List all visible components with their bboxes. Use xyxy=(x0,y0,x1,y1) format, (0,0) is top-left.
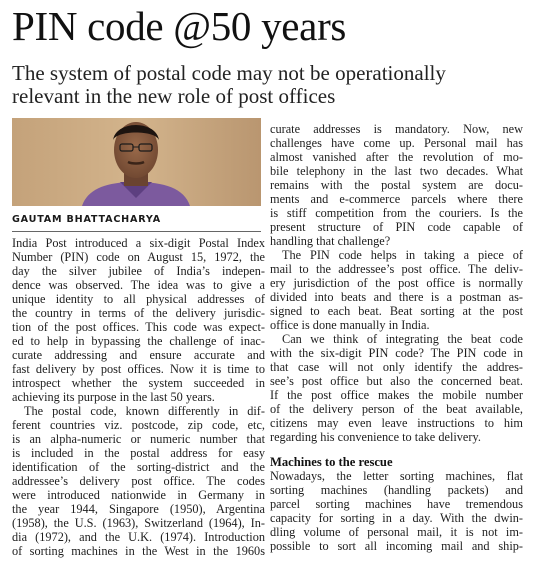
body-text-line: present structure of PIN code capable of xyxy=(270,220,523,234)
body-text-line: is an alpha-numeric or numeric number that xyxy=(12,432,265,446)
body-text-line: possible to sort all incoming mail and ship- xyxy=(270,539,523,553)
body-text-line: is included in the postal address for easy xyxy=(12,446,265,460)
body-text-line: The postal code, known differently in dif- xyxy=(24,404,265,418)
body-text-line: capacity for sorting in a day. With the dwin- xyxy=(270,511,523,525)
body-text-line: unique identity to all physical addresses of xyxy=(12,292,265,306)
body-text-line: were introduced nationwide in Germany in xyxy=(12,488,265,502)
section-gap xyxy=(270,444,523,455)
body-text-line: signed to each beat. Beat sorting at the post xyxy=(270,304,523,318)
body-text-line: remains with the postal system are docu- xyxy=(270,178,523,192)
body-text-line: sorting machines (handling packets) and xyxy=(270,483,523,497)
author-photo xyxy=(12,118,261,206)
body-text-line: ferent countries viz. postcode, zip code, etc, xyxy=(12,418,265,432)
body-text-line: ed to help in bypassing the challenge of inac- xyxy=(12,334,265,348)
body-text-line: office is done manually in India. xyxy=(270,318,430,332)
body-text-line: of sorting machines in the West in the 1960s xyxy=(12,544,265,558)
body-text-line: identification of the sorting-district and the xyxy=(12,460,265,474)
body-text-line: regarding his convenience to take delivery. xyxy=(270,430,481,444)
body-text-line: see’s post office but also the concerned beat. xyxy=(270,374,523,388)
body-text-line: dence was observed. The idea was to give a xyxy=(12,278,265,292)
body-text-line: of the delivery person of the beat available, xyxy=(270,402,523,416)
headline: PIN code @50 years xyxy=(12,3,347,49)
body-text-line: handling that challenge? xyxy=(270,234,391,248)
body-text-line: achieving its purpose in the last 50 years. xyxy=(12,390,215,404)
body-text-line: (1958), the U.S. (1963), Switzerland (1964), In- xyxy=(12,516,265,530)
body-text-line: day the silver jubilee of India’s indepen- xyxy=(12,264,265,278)
body-text-line: fast delivery by post offices. Now it is time to xyxy=(12,362,265,376)
body-text-line: is stiff competition from the couriers. Is the xyxy=(270,206,523,220)
right-column xyxy=(270,122,523,553)
body-text-line: tion of the post offices. This code was expect- xyxy=(12,320,265,334)
body-text-line: Number (PIN) code on August 15, 1972, the xyxy=(12,250,265,264)
body-text-line: almost vanished after the revolution of mo- xyxy=(270,150,523,164)
body-text-line: If the post office makes the mobile number xyxy=(270,388,523,402)
body-text-line: the country in terms of the delivery jurisdic- xyxy=(12,306,265,320)
body-text-line: ments and e-commerce parcels where there xyxy=(270,192,523,206)
body-text-line: India Post introduced a six-digit Postal Index xyxy=(12,236,265,250)
section-heading: Machines to the rescue xyxy=(270,455,393,469)
body-text-line: that case will not only identify the addres- xyxy=(270,360,523,374)
body-text-line: curate addresses is mandatory. Now, new xyxy=(270,122,523,136)
body-text-line: curate addressing and ensure accurate and xyxy=(12,348,265,362)
body-text-line: addressee’s delivery post office. The codes xyxy=(12,474,265,488)
body-text-line: divided into beats and there is a postman as- xyxy=(270,290,523,304)
body-text-line: mail to the addressee’s post office. The deliv- xyxy=(270,262,523,276)
subheadline-line: The system of postal code may not be operationally xyxy=(12,61,446,85)
body-text-line: parcel sorting machines have tremendous xyxy=(270,497,523,511)
body-text-line: The PIN code helps in taking a piece of xyxy=(282,248,523,262)
left-column xyxy=(12,236,265,558)
body-text-line: dia (1972), and the U.K. (1974). Introduction xyxy=(12,530,265,544)
section-body xyxy=(270,469,523,553)
body-text-line: citizens may even leave instructions to him xyxy=(270,416,523,430)
body-text-line: introspect whether the system succeeded in xyxy=(12,376,265,390)
subheadline-line: relevant in the new role of post offices xyxy=(12,84,336,108)
right-column-body xyxy=(270,122,523,444)
body-text-line: Can we think of integrating the beat code xyxy=(282,332,523,346)
body-text-line: dling volume of personal mail, it is not im- xyxy=(270,525,523,539)
subheadline xyxy=(12,62,537,108)
body-text-line: challenges have come up. Personal mail has xyxy=(270,136,523,150)
body-text-line: bile telephony in the last two decades. What xyxy=(270,164,523,178)
body-text-line: ery jurisdiction of the post office is normally xyxy=(270,276,523,290)
body-text-line: the year 1944, Singapore (1950), Argentina xyxy=(12,502,265,516)
body-text-line: with the six-digit PIN code? The PIN code in xyxy=(270,346,523,360)
byline-divider xyxy=(12,231,261,232)
author-byline: GAUTAM BHATTACHARYA xyxy=(12,214,161,225)
body-text-line: Nowadays, the letter sorting machines, flat xyxy=(270,469,523,483)
